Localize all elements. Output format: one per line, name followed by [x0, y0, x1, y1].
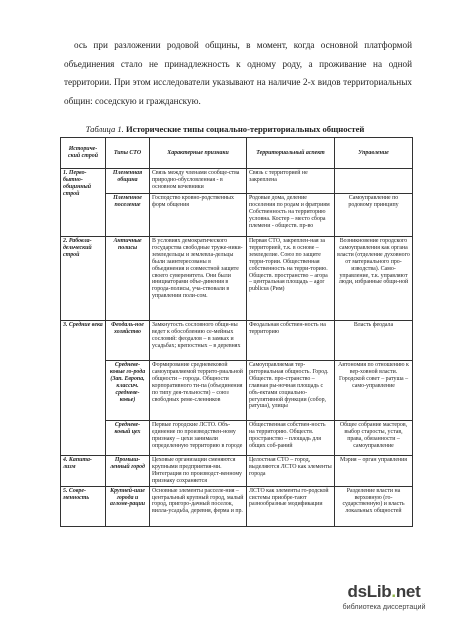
header-control: Управление: [335, 138, 413, 169]
table-row: [61, 456, 413, 487]
features-cell: Господство кровно-родственных форм общения: [150, 194, 247, 237]
territory-cell: Феодальная собствен-ность на территорию: [247, 321, 335, 361]
table-row: [61, 194, 413, 237]
intro-paragraph: [64, 36, 412, 110]
type-cell: Крупней-шие города и агломе-рации: [106, 486, 150, 526]
control-cell: Самоуправление по родовому принципу: [335, 194, 413, 237]
control-cell: Мэрия – орган управления: [335, 456, 413, 487]
control-cell: [335, 169, 413, 194]
territory-cell: Самоуправляемая тер-риториальная общность. Город. Обществ. про-странство – главная ры-ночная площадь с объ-ектами социально-регулятивной функции (собор, ратуша), улицы: [247, 361, 335, 421]
features-cell: В условиях демократического государства свободные тружe-ники-земледельцы и землевла-дельцы были заинтересованы в объединения и совместной защите своего суверенитета. Они были инициаторами объе-динения в города-полисы, уча-ствовали в управлении поли-сом.: [150, 237, 247, 321]
control-cell: Власть феодала: [335, 321, 413, 361]
logo-tld: net: [395, 582, 421, 601]
stage-cell: 2. Рабовла-дельческий строй: [61, 237, 106, 321]
features-cell: Связь между членами сообще-ства природно-обусловленная - в основном кочевники: [150, 169, 247, 194]
dslib-subtitle: библиотека диссертаций: [342, 602, 426, 611]
table-header-row: [61, 138, 413, 169]
type-cell: Племенное поселение: [106, 194, 150, 237]
header-stage: Историче-ский строй: [61, 138, 106, 169]
territory-cell: Целостная СТО – город, выделяются ЛСТО как элементы города: [247, 456, 335, 487]
table-row: [61, 486, 413, 526]
caption-title: Исторические типы социально-территориальных общностей: [126, 124, 365, 134]
intro-text: ось при разложении родовой общины, в момент, когда основной платформой объединения стало не принадлежность к одному роду, а проживание на одной территории. При этом исследователи указывают на наличие 2-х видов территориальных общин: соседскую и гражданскую.: [64, 40, 412, 106]
table-row: [61, 237, 413, 321]
control-cell: Возникновение городского самоуправления как органа власти (отделение духовного от материального про-изводства). Само-управление, т.к. управляют люди, избранные общи-ной: [335, 237, 413, 321]
header-features: Характерные признаки: [150, 138, 247, 169]
features-cell: Формирование средневековой самоуправляемой террито-риальной общности – города. Общности корпоративного ти-па (объединения по типу дея-тельности) – союз свободных реме-сленников: [150, 361, 247, 421]
territory-cell: Первая СТО, закреплен-ная за территорией, т.к. в основе – земледелие. Союз по защите терри-тории. Общественная собственность на терри-торию. Обществ. пространство – агора – центральная площадь – agor publicus (Рим): [247, 237, 335, 321]
table-row: [61, 361, 413, 421]
features-cell: Замкнутость сословного общи-ны ведет к обособлению се-мейных сословий: феодалов – в замках и усадьбах; крепостных – в деревнях: [150, 321, 247, 361]
dslib-logo: [328, 583, 440, 601]
territory-cell: Общественная собствен-ность на территорию. Обществ. пространство – площадь для общих соб-раний: [247, 421, 335, 456]
type-cell: Средневе-ковый цех: [106, 421, 150, 456]
history-table: [60, 137, 413, 527]
table-row: [61, 169, 413, 194]
stage-cell: 4. Капита-лизм: [61, 456, 106, 487]
features-cell: Основные элементы расселе-ния – центральный крупный город, малый город, пригоро-дачный поселок, вилла-усадьба, деревня, ферма и пр.: [150, 486, 247, 526]
type-cell: Феодаль-ное хозяйство: [106, 321, 150, 361]
header-territory: Территориальный аспект: [247, 138, 335, 169]
header-type: Типы СТО: [106, 138, 150, 169]
control-cell: Разделение власти на верховную (го-сударственную) и власть локальных общностей: [335, 486, 413, 526]
stage-cell: 3. Средние века: [61, 321, 106, 456]
table-row: [61, 321, 413, 361]
logo-dot: .: [391, 582, 396, 601]
table-caption: [0, 124, 450, 134]
type-cell: Промыш-ленный город: [106, 456, 150, 487]
territory-cell: Родовые дома, деление поселения по родам и фратриям Собственность на территорию условна. Костер – место сбора племени - обществ. пр-во: [247, 194, 335, 237]
stage-cell: 1. Перво-бытно-общинный строй: [61, 169, 106, 237]
territory-cell: Связь с территорией не закреплена: [247, 169, 335, 194]
stage-cell: 5. Совре-менность: [61, 486, 106, 526]
features-cell: Цеховые организации сменяются крупными предприятия-ми. Интеграция по производст-венному признаку сохраняется: [150, 456, 247, 487]
dslib-watermark[interactable]: [328, 583, 440, 611]
type-cell: Племенная община: [106, 169, 150, 194]
territory-cell: ЛСТО как элементы го-родской системы приобре-тают разнообразные модификации: [247, 486, 335, 526]
caption-number: Таблица 1.: [85, 124, 124, 134]
logo-main: dsLib: [347, 582, 392, 601]
control-cell: Общее собрание мастеров, выбор старосты, устав, права, обязанности – самоуправление: [335, 421, 413, 456]
type-cell: Античные полисы: [106, 237, 150, 321]
control-cell: Автономия по отношению к вер-ховной власти. Городской совет – ратуша – само-управление: [335, 361, 413, 421]
features-cell: Первые городские ЛСТО. Объ-единение по производствен-ному признаку – цехи занимали определенную территорию в городе: [150, 421, 247, 456]
type-cell: Средневе-ковые го-рода (Зап. Европа, классич. средневе-ковье): [106, 361, 150, 421]
table-row: [61, 421, 413, 456]
